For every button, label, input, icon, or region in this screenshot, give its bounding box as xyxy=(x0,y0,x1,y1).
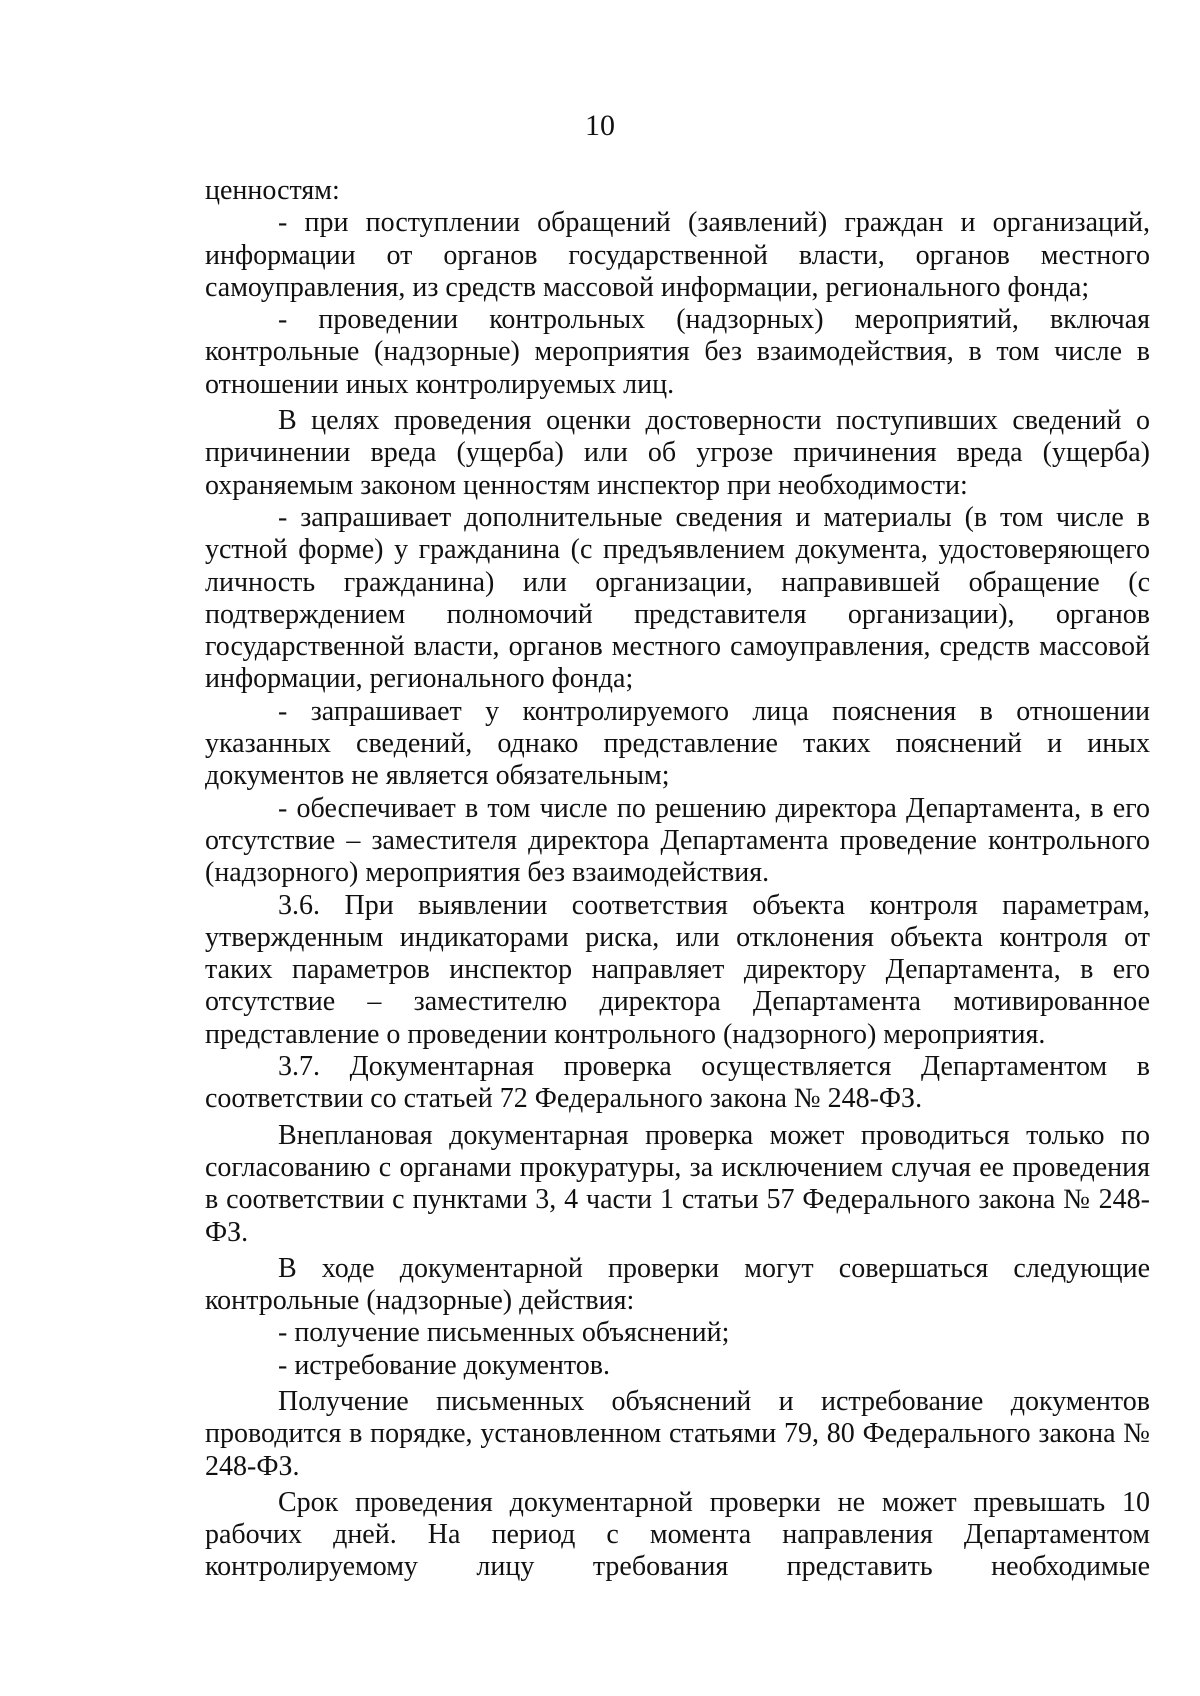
document-body xyxy=(205,175,1150,1584)
page-number: 10 xyxy=(585,109,615,142)
list-item-document-request: - истребование документов. xyxy=(278,1349,610,1381)
paragraph-inspection-actions: В ходе документарной проверки могут совершаться следующие контрольные (надзорные) действия: xyxy=(205,1252,1150,1317)
list-item-written-explanations: - получение письменных объяснений; xyxy=(278,1317,730,1349)
paragraph-request-explanations: - запрашивает у контролируемого лица пояснения в отношении указанных сведений, однако представление таких пояснений и иных документов не является обязательным; xyxy=(205,695,1150,792)
paragraph-inspection-term: Срок проведения документарной проверки не может превышать 10 рабочих дней. На период с момента направления Департаментом контролируемому лицу требования представить необходимые xyxy=(205,1486,1150,1583)
paragraph-unscheduled-inspection: Внеплановая документарная проверка может проводиться только по согласованию с органами прокуратуры, за исключением случая ее проведения в соответствии с пунктами 3, 4 части 1 статьи 57 Федерального закона № 248-ФЗ. xyxy=(205,1119,1150,1248)
paragraph-verification-purpose: В целях проведения оценки достоверности поступивших сведений о причинении вреда (ущерба) или об угрозе причинения вреда (ущерба) охраняемым законом ценностям инспектор при необходимости: xyxy=(205,405,1150,501)
paragraph-section-3-6: 3.6. При выявлении соответствия объекта контроля параметрам, утвержденным индикаторами риска, или отклонения объекта контроля от таких параметров инспектор направляет директору Департамента, в его отсутствие – заместителю директора Департамента мотивированное представление о проведении контрольного (надзорного) мероприятия. xyxy=(205,889,1150,1050)
paragraph-citizen-appeals: - при поступлении обращений (заявлений) граждан и организаций, информации от органов государственной власти, органов местного самоуправления, из средств массовой информации, регионального фонда; xyxy=(205,207,1150,303)
paragraph-ensure-measure: - обеспечивает в том числе по решению директора Департамента, в его отсутствие – заместителя директора Департамента проведение контрольного (надзорного) мероприятия без взаимодействия. xyxy=(205,792,1150,889)
paragraph-control-measures: - проведении контрольных (надзорных) мероприятий, включая контрольные (надзорные) мероприятия без взаимодействия, в том числе в отношении иных контролируемых лиц. xyxy=(205,304,1150,400)
paragraph-values-continuation: ценностям: xyxy=(205,175,340,206)
paragraph-section-3-7: 3.7. Документарная проверка осуществляется Департаментом в соответствии со статьей 72 Федерального закона № 248-ФЗ. xyxy=(205,1051,1150,1115)
paragraph-procedure: Получение письменных объяснений и истребование документов проводится в порядке, установленном статьями 79, 80 Федерального закона № 248-ФЗ. xyxy=(205,1385,1150,1482)
paragraph-request-information: - запрашивает дополнительные сведения и материалы (в том числе в устной форме) у гражданина (с предъявлением документа, удостоверяющего личность гражданина) или организации, направившей обращение (с подтверждением полномочий представителя организации), органов государственной власти, органов местного самоуправления, средств массовой информации, регионального фонда; xyxy=(205,501,1150,695)
